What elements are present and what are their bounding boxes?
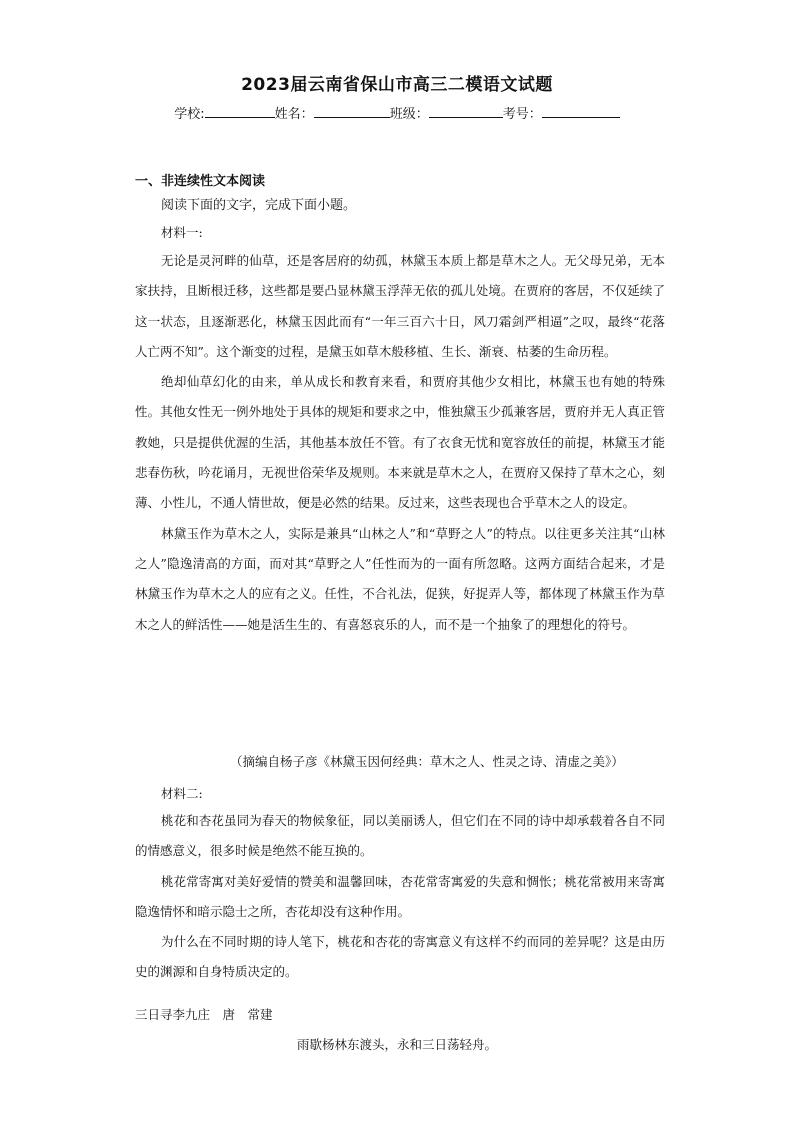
section-heading: 一、非连续性文本阅读: [135, 174, 266, 189]
poem-line: 雨歇杨林东渡头，永和三日荡轻舟。: [296, 1037, 497, 1052]
page-title: 2023届云南省保山市高三二模语文试题: [241, 75, 553, 95]
name-blank[interactable]: [314, 105, 390, 118]
material-2-text: [135, 806, 665, 988]
material-1-text: [135, 246, 665, 640]
paragraph: 绝却仙草幻化的由来，单从成长和教育来看，和贾府其他少女相比，林黛玉也有她的特殊性。其他女性无一例外地处于具体的规矩和要求之中，惟独黛玉少孤兼客居，贾府并无人真正管教她，只是提供优渥的生活，其他基本放任不管。有了衣食无忧和宽容放任的前提，林黛玉才能悲春伤秋，吟花诵月，无视世俗荣华及规则。本来就是草木之人，在贾府又保持了草木之心，刻薄、小性儿，不通人情世故，便是必然的结果。反过来，这些表现也合乎草木之人的设定。: [135, 374, 665, 511]
paragraph: 为什么在不同时期的诗人笔下，桃花和杏花的寄寓意义有这样不约而同的差异呢？这是由历史的渊源和自身特质决定的。: [135, 934, 665, 980]
paragraph: 林黛玉作为草木之人，实际是兼具“山林之人”和“草野之人”的特点。以往更多关注其“山林之人”隐逸清高的方面，而对其“草野之人”任性而为的一面有所忽略。这两方面结合起来，才是林黛玉作为草木之人的应有之义。任性，不合礼法，促狭，好捉弄人等，都体现了林黛玉作为草木之人的鲜活性——她是活生生的、有喜怒哀乐的人，而不是一个抽象了的理想化的符号。: [135, 525, 665, 632]
section-instruction: 阅读下面的文字，完成下面小题。: [161, 198, 357, 213]
student-info-line: [0, 103, 794, 122]
school-blank[interactable]: [205, 105, 275, 118]
material-2-label: 材料二:: [161, 786, 203, 801]
exam-number-label: 考号：: [502, 107, 542, 122]
paragraph: 无论是灵河畔的仙草，还是客居府的幼孤，林黛玉本质上都是草木之人。无父母兄弟，无本家扶持，且断根迁移，这些都是要凸显林黛玉浮萍无依的孤儿处境。在贾府的客居，不仅延续了这一状态，且逐渐恶化，林黛玉因此而有“一年三百六十日，风刀霜剑严相逼”之叹，最终“花落人亡两不知”。这个渐变的过程，是黛玉如草木般移植、生长、渐衰、枯萎的生命历程。: [135, 253, 665, 359]
paragraph: 桃花常寄寓对美好爱情的赞美和温馨回味，杏花常寄寓爱的失意和惆怅；桃花常被用来寄寓隐逸情怀和暗示隐士之所，杏花却没有这种作用。: [135, 873, 665, 919]
material-1-label: 材料一:: [161, 225, 203, 240]
material-1-citation: （摘编自杨子彦《林黛玉因何经典：草木之人、性灵之诗、清虚之美》）: [230, 754, 624, 769]
class-label: 班级：: [389, 107, 429, 122]
paragraph: 桃花和杏花虽同为春天的物候象征，同以美丽诱人，但它们在不同的诗中却承载着各自不同的情感意义，很多时候是绝然不能互换的。: [135, 813, 665, 859]
school-label: 学校:: [174, 107, 205, 122]
exam-number-blank[interactable]: [542, 105, 620, 118]
poem-heading: 三日寻李九庄 唐 常建: [135, 1007, 273, 1022]
class-blank[interactable]: [429, 105, 503, 118]
name-label: 姓名：: [274, 107, 314, 122]
